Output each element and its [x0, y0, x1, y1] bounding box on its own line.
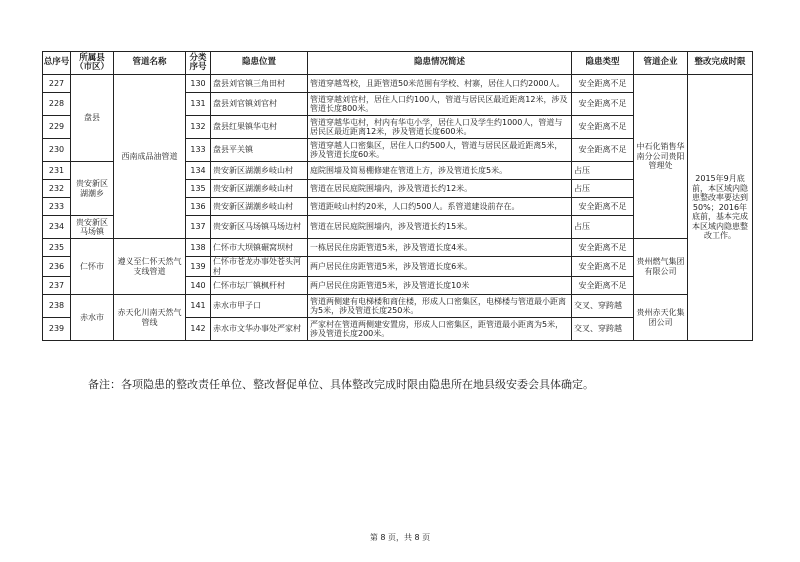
hazard-type: 占压	[572, 216, 634, 239]
header-cell: 整改完成时限	[688, 52, 753, 75]
hazard-type: 安全距离不足	[572, 93, 634, 116]
hazard-description: 两户居民住房距管道5米，涉及管道长度10米	[308, 277, 572, 295]
header-cell: 隐患位置	[211, 52, 308, 75]
hazard-location: 赤水市甲子口	[211, 295, 308, 318]
hazard-location: 仁怀市大坝镇碾窝坝村	[211, 239, 308, 257]
hazard-description: 两户居民住房距管道5米，涉及管道长度6米。	[308, 257, 572, 277]
hazard-location: 贵安新区马场镇马场边村	[211, 216, 308, 239]
hazard-location: 盘县刘官镇刘官村	[211, 93, 308, 116]
enterprise-cell: 中石化销售华南分公司贵阳管理处	[634, 75, 688, 239]
row-number: 239	[43, 318, 71, 341]
header-cell: 总序号	[43, 52, 71, 75]
hazard-description: 严家村在管道两侧建安置房，形成人口密集区，距管道最小距离为5米，涉及管道长度200米。	[308, 318, 572, 341]
county-cell: 赤水市	[71, 295, 114, 341]
county-cell: 贵安新区湖潮乡	[71, 162, 114, 216]
row-number: 233	[43, 198, 71, 216]
table-row	[43, 239, 753, 257]
hazard-description: 管道在居民庭院围墙内，涉及管道长约12米。	[308, 180, 572, 198]
hazard-location: 盘县平关镇	[211, 139, 308, 162]
row-number: 229	[43, 116, 71, 139]
hazard-description: 管道穿越人口密集区，居住人口约500人，管道与居民区最近距离5米，涉及管道长度60米。	[308, 139, 572, 162]
hazard-type: 安全距离不足	[572, 116, 634, 139]
hazard-location: 赤水市文华办事处严家村	[211, 318, 308, 341]
hazard-type: 占压	[572, 180, 634, 198]
category-number: 137	[186, 216, 211, 239]
hazard-type: 安全距离不足	[572, 277, 634, 295]
hazard-description: 一栋居民住房距管道5米，涉及管道长度4米。	[308, 239, 572, 257]
header-cell: 隐患情况简述	[308, 52, 572, 75]
hazard-location: 贵安新区湖潮乡岐山村	[211, 198, 308, 216]
hazard-type: 安全距离不足	[572, 75, 634, 93]
hazard-description: 管道距岐山村约20米，人口约500人。系管道建设前存在。	[308, 198, 572, 216]
table-row	[43, 75, 753, 93]
hazard-location: 仁怀市苍龙办事处苍头河村	[211, 257, 308, 277]
category-number: 138	[186, 239, 211, 257]
hazard-location: 盘县刘官镇三角田村	[211, 75, 308, 93]
hazard-description: 庭院围墙及简易棚修建在管道上方，涉及管道长度5米。	[308, 162, 572, 180]
hazard-type: 安全距离不足	[572, 198, 634, 216]
footnote: 备注：各项隐患的整改责任单位、整改督促单位、具体整改完成时限由隐患所在地县级安委会具体确定。	[88, 378, 594, 391]
hazard-table	[42, 51, 753, 341]
header-cell: 分类序号	[186, 52, 211, 75]
row-number: 228	[43, 93, 71, 116]
hazard-type: 安全距离不足	[572, 257, 634, 277]
hazard-type: 安全距离不足	[572, 139, 634, 162]
pipeline-cell: 遵义至仁怀天然气支线管道	[114, 239, 186, 295]
header-cell: 隐患类型	[572, 52, 634, 75]
header-row	[43, 52, 753, 75]
category-number: 133	[186, 139, 211, 162]
header-cell: 所属县（市区）	[71, 52, 114, 75]
row-number: 238	[43, 295, 71, 318]
category-number: 132	[186, 116, 211, 139]
county-cell: 仁怀市	[71, 239, 114, 295]
hazard-description: 管道穿越驾校，且距管道50米范围有学校、村寨，居住人口约2000人。	[308, 75, 572, 93]
pipeline-cell: 西南成品油管道	[114, 75, 186, 239]
hazard-location: 盘县红果镇华屯村	[211, 116, 308, 139]
row-number: 232	[43, 180, 71, 198]
category-number: 131	[186, 93, 211, 116]
row-number: 231	[43, 162, 71, 180]
header-cell: 管道企业	[634, 52, 688, 75]
pipeline-cell: 赤天化川南天然气管线	[114, 295, 186, 341]
header-cell: 管道名称	[114, 52, 186, 75]
table-row	[43, 295, 753, 318]
county-cell: 盘县	[71, 75, 114, 162]
category-number: 136	[186, 198, 211, 216]
row-number: 227	[43, 75, 71, 93]
category-number: 142	[186, 318, 211, 341]
hazard-type: 交叉、穿跨越	[572, 318, 634, 341]
row-number: 236	[43, 257, 71, 277]
deadline-cell: 2015年9月底前，本区域内隐患整改率要达到50%；2016年底前，基本完成本区域内隐患整改工作。	[688, 75, 753, 341]
hazard-location: 贵安新区湖潮乡岐山村	[211, 180, 308, 198]
category-number: 135	[186, 180, 211, 198]
category-number: 134	[186, 162, 211, 180]
hazard-location: 贵安新区湖潮乡岐山村	[211, 162, 308, 180]
category-number: 140	[186, 277, 211, 295]
hazard-description: 管道穿越刘官村，居住人口约100人，管道与居民区最近距离12米，涉及管道长度800米。	[308, 93, 572, 116]
hazard-location: 仁怀市坛厂镇枫杆村	[211, 277, 308, 295]
page-number: 第 8 页，共 8 页	[369, 533, 431, 542]
hazard-description: 管道穿越华屯村，村内有华屯小学，居住人口及学生约1000人，管道与居民区最近距离12米，涉及管道长度600米。	[308, 116, 572, 139]
county-cell: 贵安新区马场镇	[71, 216, 114, 239]
row-number: 234	[43, 216, 71, 239]
category-number: 139	[186, 257, 211, 277]
category-number: 130	[186, 75, 211, 93]
hazard-type: 占压	[572, 162, 634, 180]
hazard-type: 交叉、穿跨越	[572, 295, 634, 318]
enterprise-cell: 贵州赤天化集团公司	[634, 295, 688, 341]
enterprise-cell: 贵州燃气集团有限公司	[634, 239, 688, 295]
row-number: 237	[43, 277, 71, 295]
hazard-description: 管道两侧建有电梯楼和商住楼，形成人口密集区，电梯楼与管道最小距离为5米，涉及管道长度250米。	[308, 295, 572, 318]
hazard-description: 管道在居民庭院围墙内，涉及管道长约15米。	[308, 216, 572, 239]
row-number: 235	[43, 239, 71, 257]
hazard-type: 安全距离不足	[572, 239, 634, 257]
category-number: 141	[186, 295, 211, 318]
row-number: 230	[43, 139, 71, 162]
